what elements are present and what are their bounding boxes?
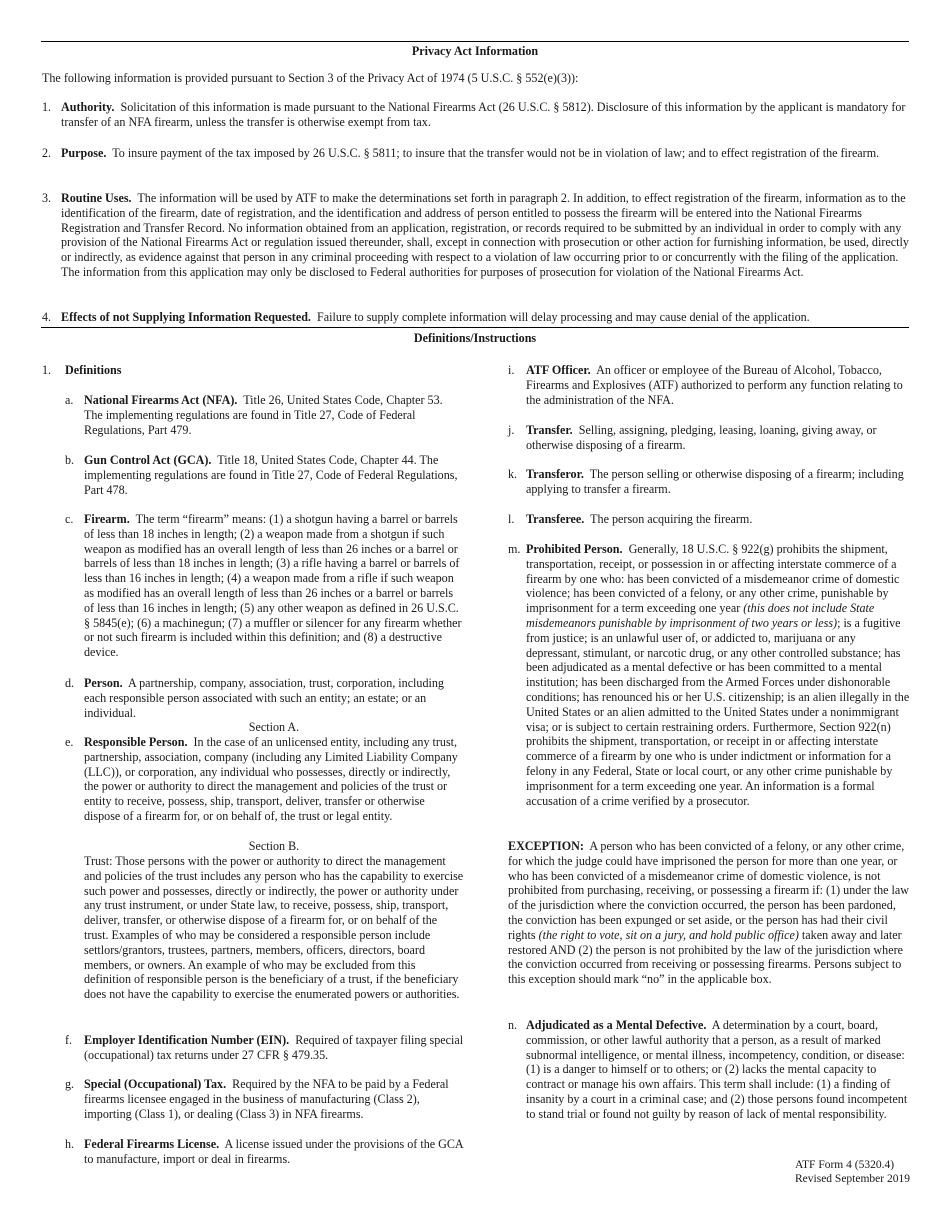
def-italic: (this does not include State misdemeanors punishable by imprisonment of two years or less): [526, 601, 875, 630]
definitions-section-head: Definitions: [65, 363, 122, 377]
def-head: Prohibited Person.: [526, 542, 623, 556]
def-text: The term “firearm” means: (1) a shotgun having a barrel or barrels of less than 18 inches in length; (2) a weapon made from a shotgun if such weapon as modified has an overall length of less than 26 inches or a barrel or barrels of less than 18 inches in length; (3) a rifle having a barrel or barrels of less than 16 inches in length; (4) a weapon made from a rifle if such weapon as modified has an overall length of less than 26 inches or a barrel or barrels of less than 16 inches in length; (5) any other weapon as defined in 26 U.S.C. § 5845(e); (6) a machinegun; (7) a muffler or silencer for any firearm whether or not such firearm is included within this definition; and (8) a destructive device.: [84, 512, 462, 660]
def-l: [526, 512, 910, 527]
def-head: Federal Firearms License.: [84, 1137, 220, 1151]
privacy-item-head: Routine Uses.: [61, 191, 132, 205]
def-head: Special (Occupational) Tax.: [84, 1077, 227, 1091]
def-head: Transferor.: [526, 467, 584, 481]
def-letter: a.: [65, 393, 74, 407]
exception-italic: (the right to vote, sit on a jury, and hold public office): [538, 927, 799, 942]
def-text: Selling, assigning, pledging, leasing, loaning, giving away, or otherwise disposing of a firearm.: [526, 423, 877, 452]
def-letter: c.: [65, 512, 74, 526]
footer-form: ATF Form 4 (5320.4): [795, 1159, 895, 1171]
def-text: A partnership, company, association, trust, corporation, including each responsible person associated with such an entity; an estate; or an individual.: [84, 676, 444, 720]
definitions-title: Definitions/Instructions: [413, 331, 537, 345]
def-m: [526, 542, 910, 808]
privacy-title: Privacy Act Information: [411, 44, 539, 58]
def-letter: d.: [65, 676, 75, 690]
definitions-section-number: 1.: [42, 363, 52, 377]
privacy-item-number: 2.: [42, 146, 52, 160]
def-e: [84, 735, 464, 824]
def-text: A determination by a court, board, commission, or other lawful authority that a person, as a result of marked subnormal intelligence, or mental illness, incompetency, condition, or disease: (1) is a danger to himself or to others; or (2) lacks the mental capacity to contract or manage his own affairs. This term shall include: (1) a finding of insanity by a court in a criminal case; and (2) those persons found incompetent to stand trial or found not guilty by reason of lack of mental responsibility.: [526, 1018, 908, 1121]
def-text: Title 18, United States Code, Chapter 44. The implementing regulations are found in Title 27, Code of Federal Regulations, Part 478.: [84, 453, 458, 497]
def-b: [84, 453, 464, 497]
def-head: Transferee.: [526, 512, 585, 526]
def-text: Required of taxpayer filing special (occupational) tax returns under 27 CFR § 479.35.: [84, 1033, 464, 1062]
privacy-item-number: 4.: [42, 310, 52, 324]
privacy-item-head: Effects of not Supplying Information Requested.: [61, 310, 311, 324]
def-g: [84, 1077, 464, 1121]
privacy-item-head: Purpose.: [61, 146, 107, 160]
def-d: [84, 676, 464, 720]
exception-head: EXCEPTION:: [508, 839, 584, 853]
exception-text: taken away and later restored AND (2) the person is not prohibited by the law of the jurisdiction where the conviction occurred from receiving or possessing firearms. Persons subject to this exception should mark “no” in the applicable box.: [508, 927, 903, 987]
def-j: [526, 423, 910, 453]
footer: [795, 1159, 910, 1186]
footer-revised: Revised September 2019: [795, 1172, 910, 1185]
privacy-item-head: Authority.: [61, 100, 115, 114]
definitions-rule: [41, 327, 909, 328]
def-letter: f.: [65, 1033, 73, 1047]
section-b-text: Trust: Those persons with the power or authority to direct the management and policies of the trust includes any person who has the capability to exercise such power and possesses, directly or indirectly, the power or authority under any trust instrument, or under State law, to receive, possess, ship, transport, deliver, transfer, or otherwise dispose of a firearm for, or on behalf of the trust. Examples of who may be considered a responsible person include settlors/grantors, trustees, partners, members, officers, directors, board members, or owners. An example of who may be excluded from this definition of responsible person is the beneficiary of a trust, if the beneficiary does not have the capability to exercise the enumerated powers or authorities.: [84, 854, 464, 1002]
def-text: Required by the NFA to be paid by a Federal firearms licensee engaged in the business of manufacturing (Class 2), importing (Class 1), or dealing (Class 3) in NFA firearms.: [84, 1077, 449, 1121]
def-c: [84, 512, 464, 660]
def-f: [84, 1033, 464, 1063]
def-head: ATF Officer.: [526, 363, 591, 377]
def-n: [526, 1018, 910, 1122]
def-letter: l.: [508, 512, 515, 526]
def-text: An officer or employee of the Bureau of Alcohol, Tobacco, Firearms and Explosives (ATF) authorized to perform any function relating to the administration of the NFA.: [526, 363, 903, 407]
def-head: National Firearms Act (NFA).: [84, 393, 238, 407]
privacy-item-text: Failure to supply complete information will delay processing and may cause denial of the application.: [317, 310, 810, 324]
exception-paragraph: [508, 839, 910, 987]
def-head: Firearm.: [84, 512, 130, 526]
def-text: A license issued under the provisions of the GCA to manufacture, import or deal in firearms.: [84, 1137, 464, 1166]
def-text: The person selling or otherwise disposing of a firearm; including applying to transfer a firearm.: [526, 467, 904, 496]
top-rule: [41, 41, 909, 42]
def-text: Title 26, United States Code, Chapter 53. The implementing regulations are found in Title 27, Code of Federal Regulations, Part 479.: [84, 393, 443, 437]
def-k: [526, 467, 910, 497]
def-text: In the case of an unlicensed entity, including any trust, partnership, association, company (including any Limited Liability Company (LLC)), or corporation, any individual who possesses, directly or indirectly, the power or authority to direct the management and policies of the trust or entity to receive, possess, ship, transport, deliver, transfer or otherwise dispose of a firearm for, or on behalf of, the trust or legal entity.: [84, 735, 458, 823]
privacy-item-text: To insure payment of the tax imposed by 26 U.S.C. § 5811; to insure that the transfer would not be in violation of law; and to effect registration of the firearm.: [112, 146, 880, 160]
def-a: [84, 393, 464, 437]
privacy-item-number: 1.: [42, 100, 52, 114]
def-letter: j.: [508, 423, 515, 437]
def-head: Adjudicated as a Mental Defective.: [526, 1018, 707, 1032]
def-letter: i.: [508, 363, 515, 377]
def-letter: n.: [508, 1018, 518, 1032]
def-head: Gun Control Act (GCA).: [84, 453, 212, 467]
def-letter: k.: [508, 467, 518, 481]
def-letter: b.: [65, 453, 75, 467]
def-letter: g.: [65, 1077, 75, 1091]
section-a-label: Section A.: [248, 720, 300, 734]
def-head: Responsible Person.: [84, 735, 188, 749]
def-text: Generally, 18 U.S.C. § 922(g) prohibits the shipment, transportation, receipt, or possession in or affecting interstate commerce of a firearm by one who: has been convicted of a misdemeanor crime of domestic violence; has been convicted of a felony, or any other crime, punishable by imprisonment for a term exceeding one year: [526, 542, 900, 616]
exception-text: A person who has been convicted of a felony, or any other crime, for which the judge could have imprisoned the person for more than one year, or who has been convicted of a misdemeanor crime of domestic violence, is not prohibited from purchasing, receiving, or possessing a firearm if: (1) under the law of the jurisdiction where the conviction occurred, the person has been pardoned, the conviction has been expunged or set aside, or the person has had their civil rights: [508, 839, 909, 942]
def-i: [526, 363, 910, 407]
privacy-intro: The following information is provided pursuant to Section 3 of the Privacy Act of 1974 (5 U.S.C. § 552(e)(3)):: [42, 71, 579, 85]
privacy-item-number: 3.: [42, 191, 52, 205]
def-head: Person.: [84, 676, 123, 690]
def-head: Transfer.: [526, 423, 573, 437]
def-letter: m.: [508, 542, 521, 556]
def-h: [84, 1137, 464, 1167]
def-letter: h.: [65, 1137, 75, 1151]
privacy-item-text: Solicitation of this information is made pursuant to the National Firearms Act (26 U.S.C. § 5812). Disclosure of this information by the applicant is mandatory for transfer of an NFA firearm, unless the transfer is otherwise exempt from tax.: [61, 100, 906, 129]
def-text: The person acquiring the firearm.: [590, 512, 753, 526]
privacy-item-text: The information will be used by ATF to make the determinations set forth in paragraph 2. In addition, to effect registration of the firearm, information as to the identification of the firearm, date of registration, and the identification and address of person entitled to possess the firearm will be entered into the National Firearms Registration and Transfer Record. No information obtained from an application, registration, or records required to be submitted by an individual in order to comply with any provision of the National Firearms Act or regulation issued thereunder, shall, except in connection with prosecution or other action for furnishing information, be used, directly or indirectly, as evidence against that person in any criminal proceeding with respect to a violation of law occurring prior to or concurrently with the filing of the application. The information from this application may only be disclosed to Federal authorities for purposes of prosecution for violation of the National Firearms Act.: [61, 191, 909, 279]
def-head: Employer Identification Number (EIN).: [84, 1033, 290, 1047]
def-letter: e.: [65, 735, 74, 749]
section-b-label: Section B.: [248, 839, 300, 853]
def-text: ; is a fugitive from justice; is an unlawful user of, or addicted to, marijuana or any depressant, stimulant, or narcotic drug, or any other controlled substance; has been adjudicated as a mental defective or has been committed to a mental institution; has been discharged from the Armed Forces under dishonorable conditions; has renounced his or her U.S. citizenship; is an alien illegally in the United States or an alien admitted to the United States under a nonimmigrant visa; or is subject to certain restraining orders. Furthermore, Section 922(n) prohibits the shipment, transportation, or receipt in or affecting interstate commerce of a firearm by one who is under indictment or information for a felony in any Federal, State or local court, or any other crime punishable by imprisonment for a term exceeding one year. An information is a formal accusation of a crime verified by a prosecutor.: [526, 615, 910, 808]
